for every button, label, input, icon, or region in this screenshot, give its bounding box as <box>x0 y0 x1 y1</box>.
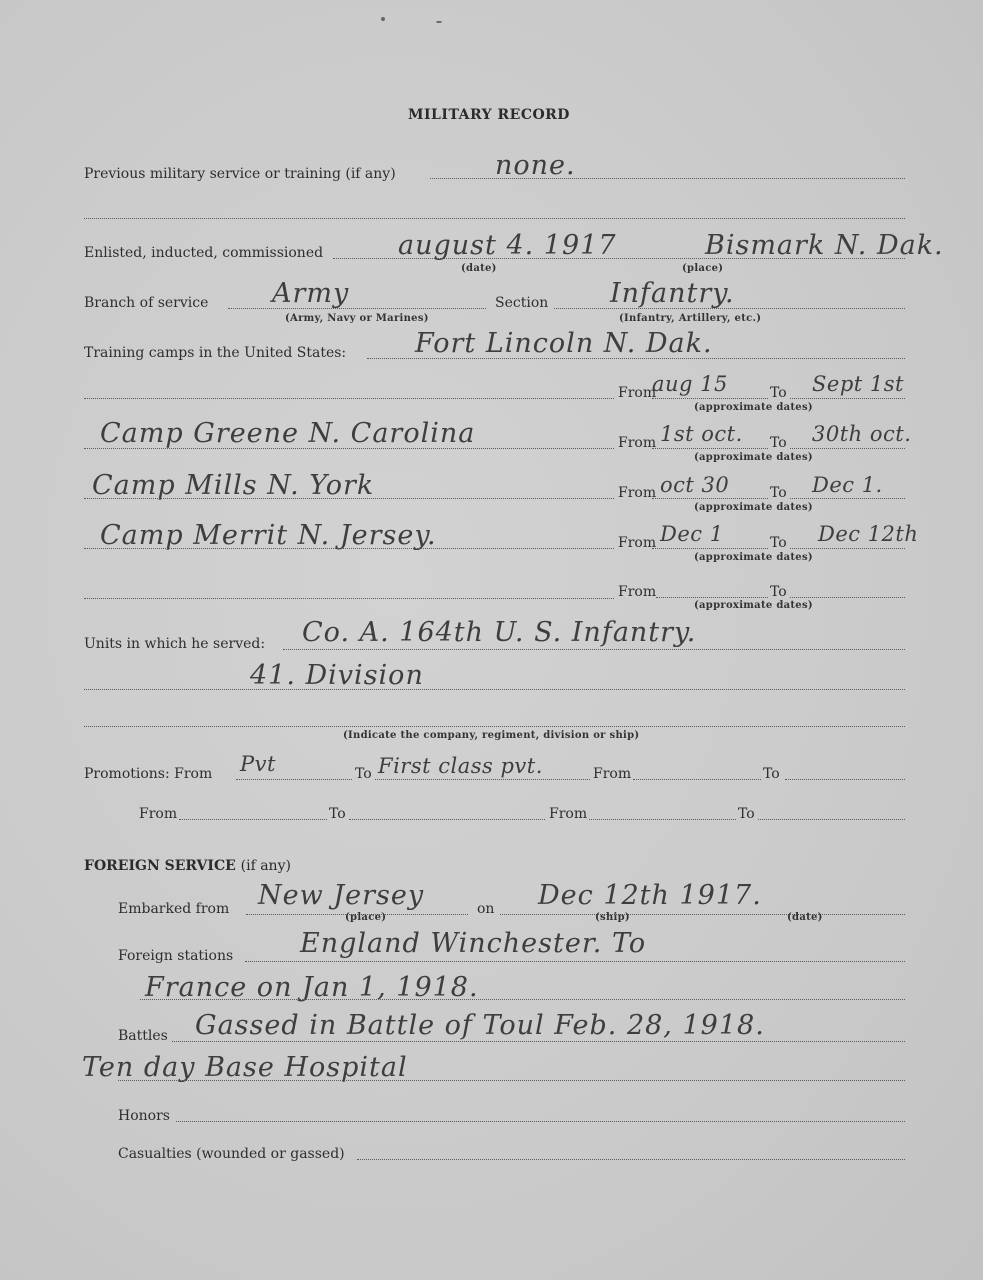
units-caption: (Indicate the company, regiment, division or ship) <box>343 730 640 741</box>
fill-line <box>652 448 768 449</box>
from-label: From <box>549 806 588 822</box>
training-camps-label: Training camps in the United States: <box>84 345 347 361</box>
fill-line <box>140 999 905 1000</box>
from-label: From <box>139 806 178 822</box>
to-label: To <box>355 766 372 782</box>
dates-caption: (approximate dates) <box>694 502 813 513</box>
fill-line <box>357 1159 905 1160</box>
foreign-service-title: FOREIGN SERVICE <box>84 858 236 874</box>
fill-line <box>84 218 905 219</box>
honors-label: Honors <box>118 1108 170 1124</box>
fill-line <box>500 914 905 915</box>
foreign-service-heading <box>84 858 291 874</box>
embarked-label: Embarked from <box>118 901 230 917</box>
fill-line <box>245 961 905 962</box>
enlisted-label: Enlisted, inducted, commissioned <box>84 245 324 261</box>
fill-line <box>118 1080 905 1081</box>
previous-service-value: none. <box>495 150 576 181</box>
section-label: Section <box>495 295 549 311</box>
camp-to-date: Dec 12th <box>818 522 919 546</box>
fill-line <box>652 498 768 499</box>
fill-line <box>84 689 905 690</box>
fill-line <box>790 398 905 399</box>
to-label: To <box>738 806 755 822</box>
units-line2: 41. Division <box>250 660 424 691</box>
enlisted-date-caption: (date) <box>461 263 497 274</box>
fill-line <box>283 649 905 650</box>
fill-line <box>172 1041 905 1042</box>
from-label: From <box>618 485 657 501</box>
fill-line <box>236 779 352 780</box>
to-label: To <box>770 435 787 451</box>
dates-caption: (approximate dates) <box>694 402 813 413</box>
from-label: From <box>618 435 657 451</box>
battles-line2: Ten day Base Hospital <box>82 1052 408 1083</box>
promotion-from: Pvt <box>240 752 276 776</box>
fill-line <box>176 1121 905 1122</box>
foreign-stations-line1: England Winchester. To <box>300 928 647 959</box>
fill-line <box>790 498 905 499</box>
dates-caption: (approximate dates) <box>694 600 813 611</box>
fill-line <box>656 597 768 598</box>
fill-line <box>84 726 905 727</box>
fill-line <box>84 548 614 549</box>
camp-from-date: 1st oct. <box>660 422 743 446</box>
camp-to-date: Sept 1st <box>812 372 904 396</box>
previous-service-label: Previous military service or training (if any) <box>84 166 396 182</box>
units-line1: Co. A. 164th U. S. Infantry. <box>302 617 697 648</box>
enlisted-place-caption: (place) <box>682 263 724 274</box>
from-label: From <box>618 584 657 600</box>
foreign-stations-line2: France on Jan 1, 1918. <box>145 972 479 1003</box>
foreign-service-suffix: (if any) <box>240 858 291 874</box>
fill-line <box>84 448 614 449</box>
dates-caption: (approximate dates) <box>694 552 813 563</box>
camp-name: Camp Merrit N. Jersey. <box>100 520 437 551</box>
page-title: MILITARY RECORD <box>408 107 570 123</box>
section-value: Infantry. <box>610 278 735 309</box>
to-label: To <box>770 385 787 401</box>
camp-from-date: Dec 1 <box>660 522 724 546</box>
to-label: To <box>770 535 787 551</box>
fill-line <box>652 398 768 399</box>
to-label: To <box>770 584 787 600</box>
ship-caption: (ship) <box>595 912 630 923</box>
to-label: To <box>763 766 780 782</box>
camp-name: Camp Greene N. Carolina <box>100 418 476 449</box>
fill-line <box>785 779 905 780</box>
dates-caption: (approximate dates) <box>694 452 813 463</box>
from-label: From <box>618 385 657 401</box>
battles-line1: Gassed in Battle of Toul Feb. 28, 1918. <box>195 1010 765 1041</box>
section-caption: (Infantry, Artillery, etc.) <box>619 313 762 324</box>
promotions-label: Promotions: From <box>84 766 213 782</box>
ink-speck <box>381 17 385 21</box>
camp-to-date: Dec 1. <box>812 473 883 497</box>
fill-line <box>790 548 905 549</box>
fill-line <box>633 779 761 780</box>
fill-line <box>84 598 614 599</box>
to-label: To <box>329 806 346 822</box>
to-label: To <box>770 485 787 501</box>
units-label: Units in which he served: <box>84 636 266 652</box>
fill-line <box>652 548 768 549</box>
promotion-to: First class pvt. <box>378 754 543 778</box>
enlisted-date: august 4. 1917 <box>398 230 617 261</box>
from-label: From <box>593 766 632 782</box>
training-camp-first: Fort Lincoln N. Dak. <box>415 328 713 359</box>
date-caption: (date) <box>787 912 823 923</box>
enlisted-place: Bismark N. Dak. <box>705 230 944 261</box>
place-caption: (place) <box>345 912 387 923</box>
fill-line <box>179 819 327 820</box>
foreign-stations-label: Foreign stations <box>118 948 234 964</box>
fill-line <box>84 398 614 399</box>
fill-line <box>758 819 905 820</box>
fill-line <box>228 308 486 309</box>
fill-line <box>84 498 614 499</box>
on-label: on <box>477 901 495 917</box>
battles-label: Battles <box>118 1028 168 1044</box>
fill-line <box>589 819 736 820</box>
fill-line <box>790 597 905 598</box>
embarked-date: Dec 12th 1917. <box>538 880 762 911</box>
camp-name: Camp Mills N. York <box>92 470 375 501</box>
camp-from-date: oct 30 <box>660 473 730 497</box>
from-label: From <box>618 535 657 551</box>
branch-caption: (Army, Navy or Marines) <box>285 313 429 324</box>
fill-line <box>349 819 545 820</box>
embarked-place: New Jersey <box>258 880 425 911</box>
ink-speck <box>436 21 442 23</box>
branch-label: Branch of service <box>84 295 209 311</box>
camp-from-date: aug 15 <box>652 372 728 396</box>
branch-value: Army <box>272 278 350 309</box>
fill-line <box>790 448 905 449</box>
casualties-label: Casualties (wounded or gassed) <box>118 1146 345 1162</box>
camp-to-date: 30th oct. <box>812 422 912 446</box>
fill-line <box>375 779 590 780</box>
